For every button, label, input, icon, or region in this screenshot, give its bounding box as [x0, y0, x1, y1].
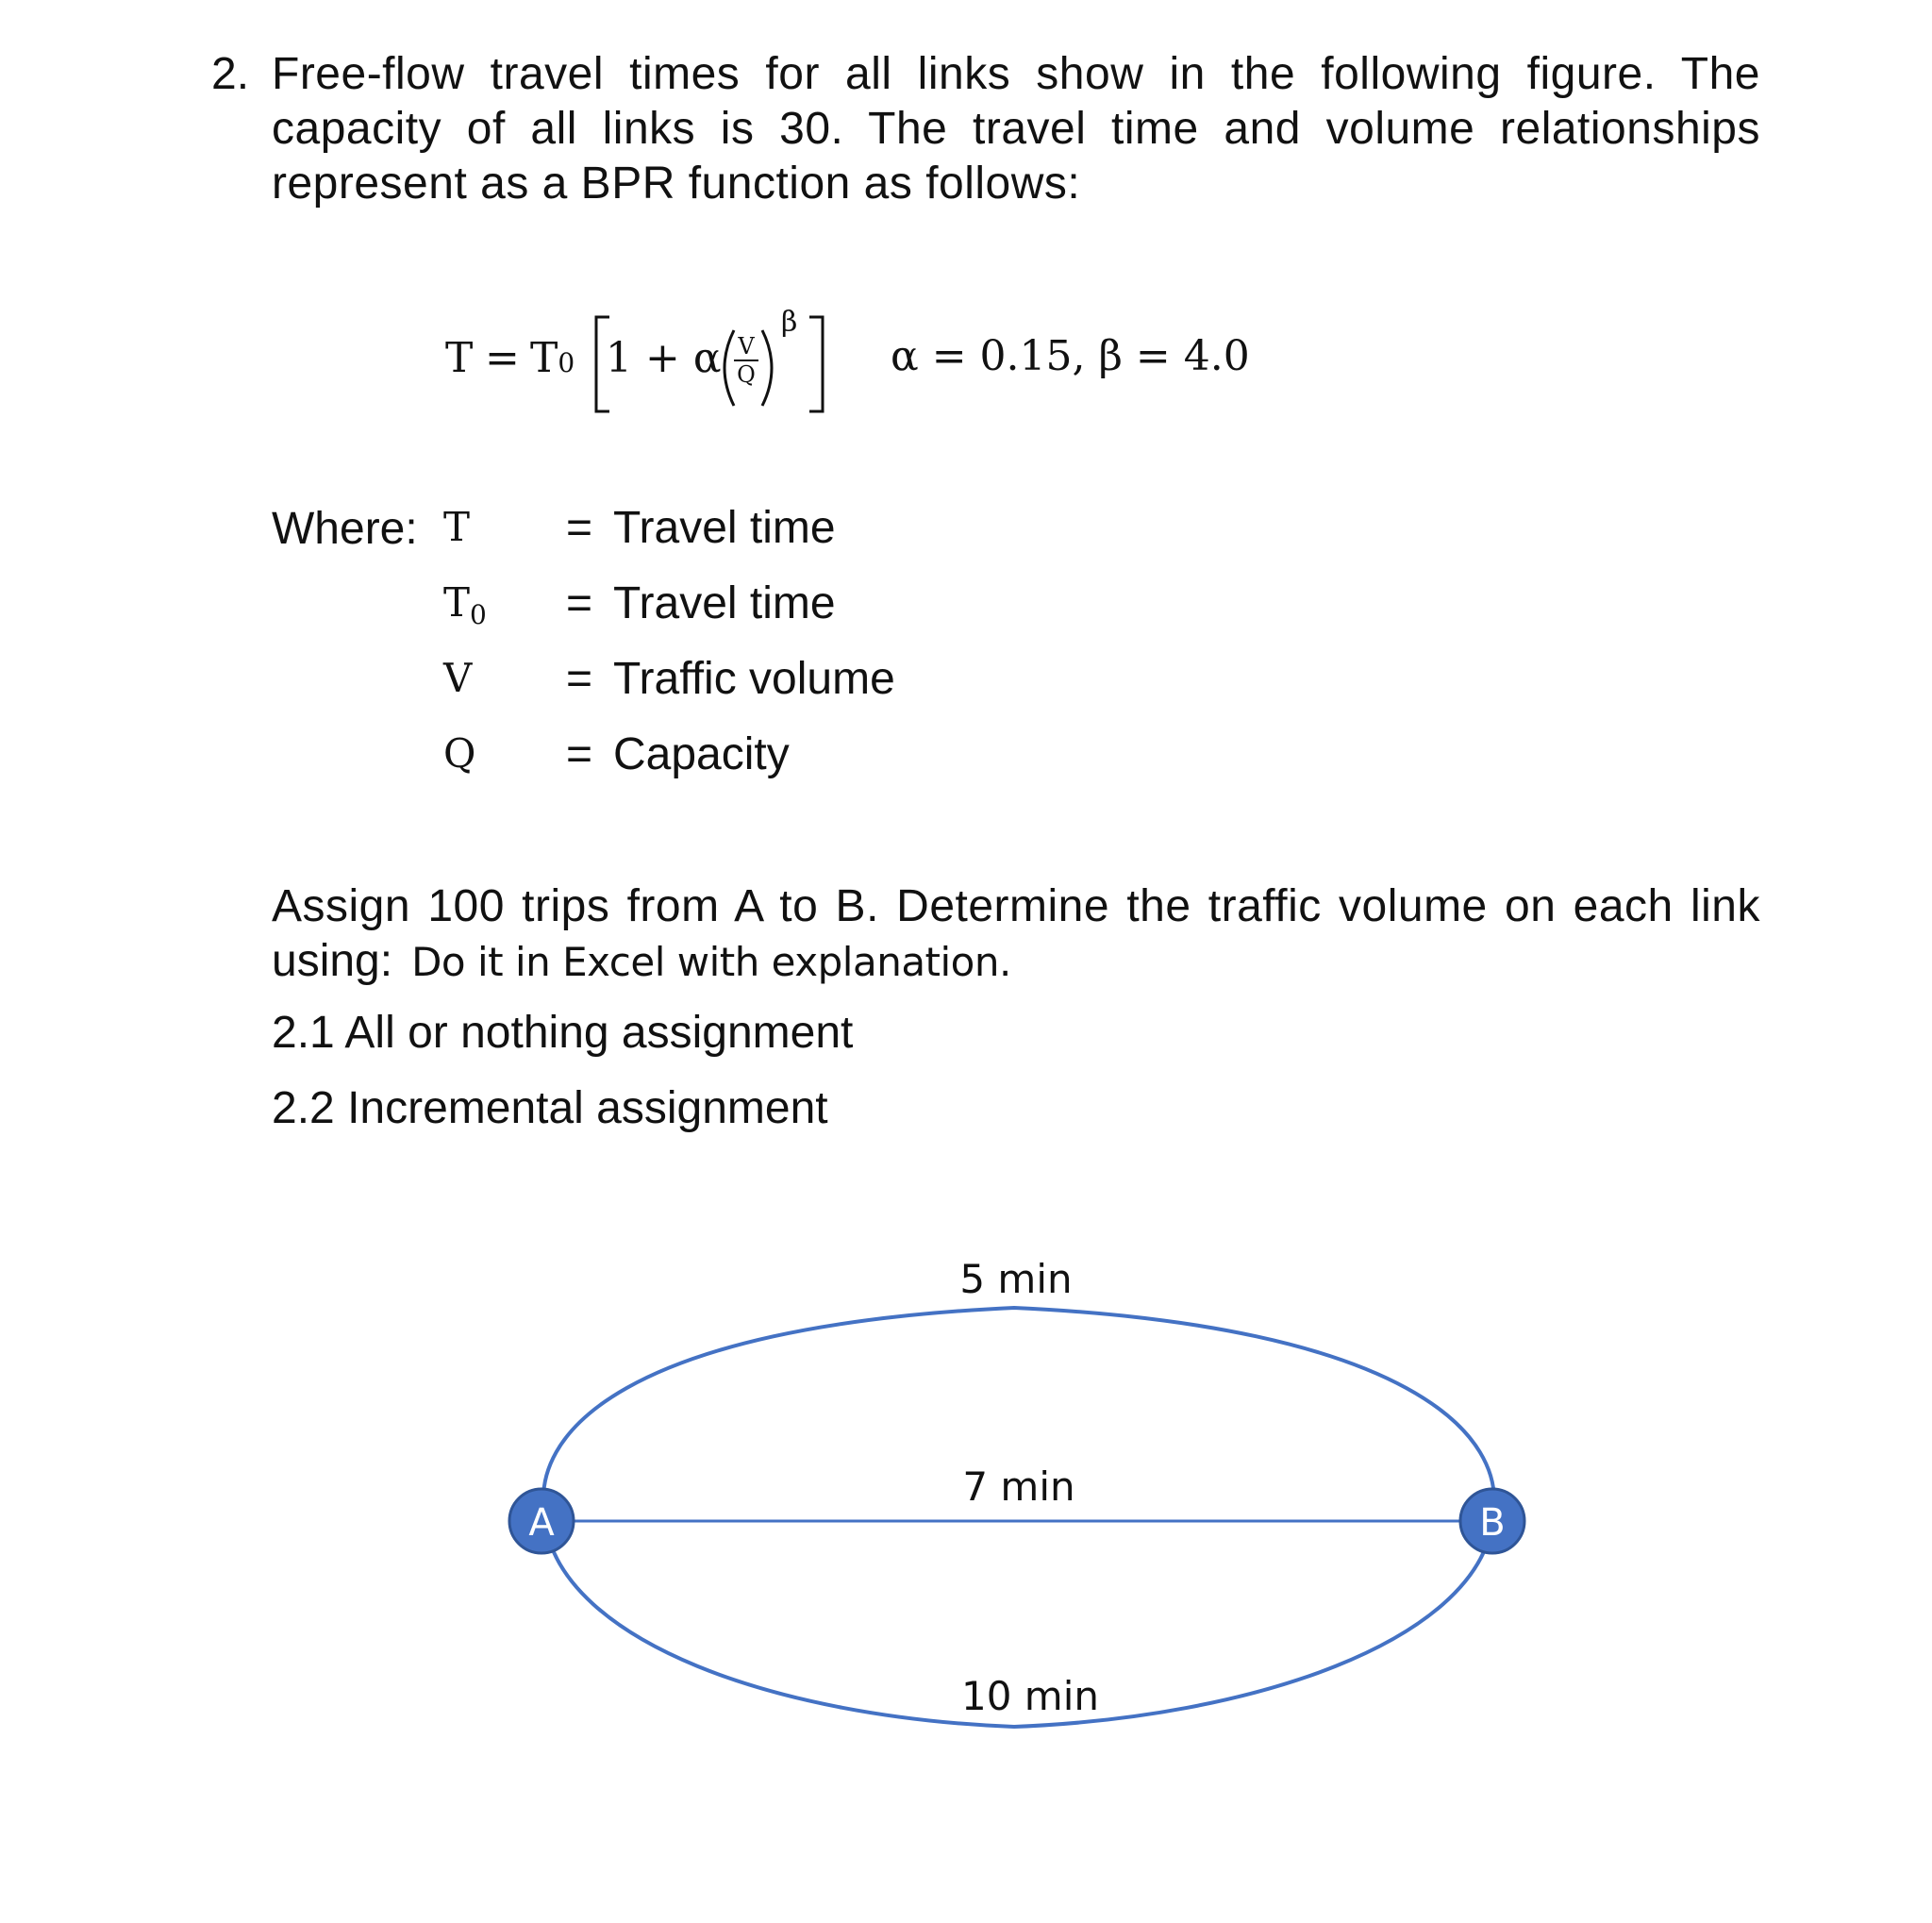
- formula-one-plus-alpha: 1 + α: [606, 334, 722, 382]
- excel-note: Do it in Excel with explanation.: [411, 939, 1011, 985]
- definition-equals: =: [566, 578, 593, 628]
- formula-lhs: T: [445, 334, 474, 382]
- definition-symbol-base: V: [443, 655, 473, 701]
- question-number: 2.: [211, 49, 250, 99]
- definition-symbol-base: Q: [443, 730, 476, 777]
- node-a-label: A: [528, 1501, 555, 1545]
- formula-equals: =: [485, 334, 520, 382]
- fraction-denominator: Q: [737, 361, 756, 388]
- definition-symbol-base: T: [443, 504, 471, 550]
- task-item-incremental: 2.2 Incremental assignment: [272, 1083, 828, 1133]
- node-b: [1460, 1489, 1524, 1553]
- upper-link-label: 5 min: [959, 1256, 1073, 1302]
- definition-text: Travel time: [613, 578, 836, 628]
- formula-t0-base: T: [530, 334, 558, 382]
- definition-text: Traffic volume: [613, 654, 895, 704]
- question-intro: Free-flow travel times for all links show in the following figure. The capacity of all links is 30. The travel time and volume relationships represent as a BPR function as follows:: [272, 49, 1760, 209]
- node-b-label: B: [1479, 1501, 1506, 1545]
- formula-exponent-beta: β: [781, 306, 798, 339]
- definition-text: Capacity: [613, 729, 790, 779]
- middle-link-label: 7 min: [962, 1463, 1075, 1510]
- node-a: [509, 1489, 574, 1553]
- definition-symbol-sub: 0: [470, 599, 487, 630]
- definition-equals: =: [566, 503, 593, 553]
- using-label: using:: [272, 936, 393, 986]
- where-label: Where:: [272, 504, 418, 554]
- definition-symbol-base: T: [443, 579, 471, 626]
- definition-equals: =: [566, 654, 593, 704]
- fraction-numerator: V: [738, 333, 755, 360]
- formula-parameters: α = 0.15, β = 4.0: [891, 332, 1250, 380]
- task-item-aon: 2.1 All or nothing assignment: [272, 1008, 854, 1058]
- lower-link-label: 10 min: [961, 1673, 1099, 1719]
- assign-instruction: Assign 100 trips from A to B. Determine the traffic volume on each link: [272, 881, 1760, 931]
- definition-text: Travel time: [613, 503, 836, 553]
- formula-t0-sub: 0: [558, 347, 575, 378]
- definition-equals: =: [566, 729, 593, 779]
